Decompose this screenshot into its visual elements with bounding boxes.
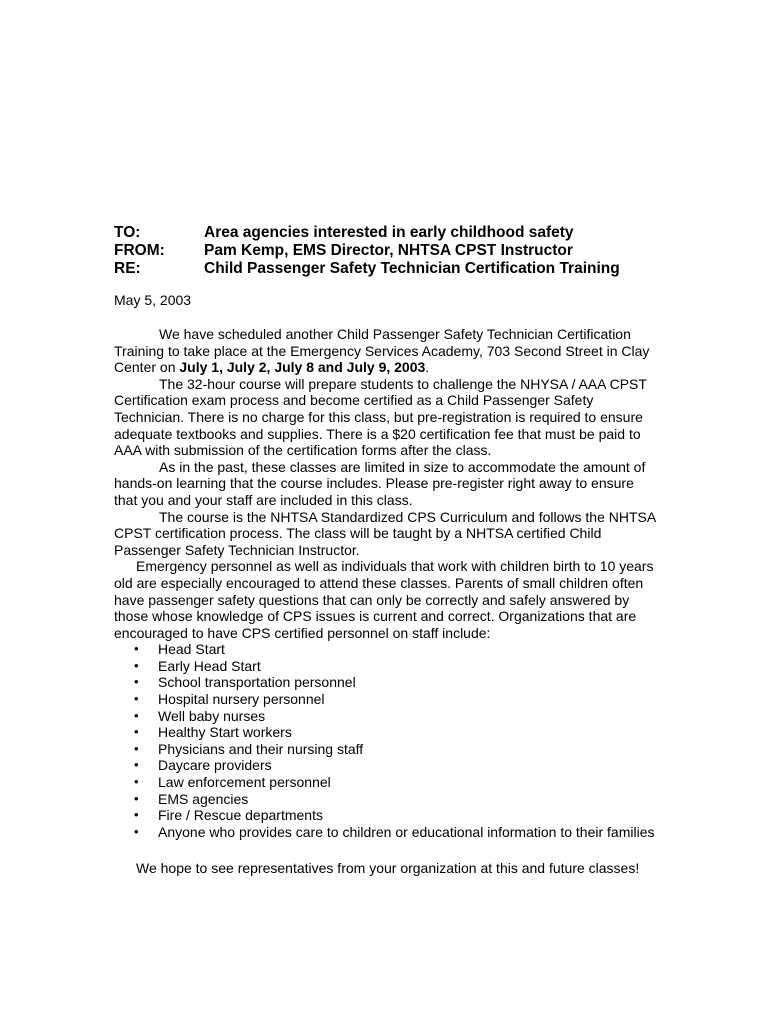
list-item	[114, 757, 659, 774]
list-item	[114, 724, 659, 741]
list-item-label: Early Head Start	[158, 657, 261, 674]
list-item	[114, 741, 659, 758]
paragraph-class-size: As in the past, these classes are limited in size to accommodate the amount of hands-on learning that the course includes. Please pre-register right away to ensure that you and your staff are included in this class.	[114, 458, 646, 508]
list-item	[114, 674, 659, 691]
paragraph-audience: Emergency personnel as well as individuals that work with children birth to 10 years old are especially encouraged to attend these classes. Parents of small children often have passenger safety questions that can only be correctly and safely answered by those whose knowledge of CPS issues is current and correct. Organizations that are encouraged to have CPS certified personnel on staff include:	[114, 558, 654, 641]
list-item-label: Hospital nursery personnel	[158, 691, 325, 708]
class-dates: July 1, July 2, July 8 and July 9, 2003	[179, 359, 426, 376]
list-item-label: Daycare providers	[158, 757, 272, 774]
bullet-icon: •	[134, 724, 139, 740]
bullet-icon: •	[134, 774, 139, 790]
list-item-label: Well baby nurses	[158, 707, 266, 724]
list-item-label: Law enforcement personnel	[158, 774, 331, 791]
paragraph-schedule	[114, 326, 659, 376]
list-item-label: School transportation personnel	[158, 674, 356, 691]
paragraph-curriculum: The course is the NHTSA Standardized CPS Curriculum and follows the NHTSA CPST certification process. The class will be taught by a NHTSA certified Child Passenger Safety Technician Instructor.	[114, 508, 656, 558]
bullet-icon: •	[134, 674, 139, 690]
list-item-label: Physicians and their nursing staff	[158, 740, 364, 757]
list-item-label: Healthy Start workers	[158, 724, 292, 741]
list-item	[114, 708, 659, 725]
list-item	[114, 807, 659, 824]
bullet-icon: •	[134, 641, 139, 657]
memo-header	[114, 224, 674, 278]
organization-list	[114, 641, 659, 840]
list-item	[114, 791, 659, 808]
list-item	[114, 774, 659, 791]
bullet-icon: •	[134, 657, 139, 673]
list-item	[114, 691, 659, 708]
memo-re-value: Child Passenger Safety Technician Certification Training	[204, 260, 620, 277]
list-item-label: EMS agencies	[158, 790, 249, 807]
bullet-icon: •	[134, 790, 139, 806]
memo-body	[114, 326, 659, 840]
memo-to-value: Area agencies interested in early childhood safety	[204, 224, 574, 241]
memo-re-row	[114, 260, 674, 278]
closing-sentence: We hope to see representatives from your organization at this and future classes!	[136, 860, 640, 876]
bullet-icon: •	[134, 707, 139, 723]
memo-date: May 5, 2003	[114, 292, 192, 308]
memo-from-label: FROM:	[114, 242, 165, 259]
bullet-icon: •	[134, 691, 139, 707]
list-item-label: Fire / Rescue departments	[158, 807, 323, 824]
memo-from-value: Pam Kemp, EMS Director, NHTSA CPST Instructor	[204, 242, 573, 259]
memo-from-row	[114, 242, 674, 260]
memo-re-label: RE:	[114, 260, 141, 277]
list-item	[114, 641, 659, 658]
memo-to-row	[114, 224, 674, 242]
list-item	[114, 658, 659, 675]
bullet-icon: •	[134, 823, 139, 839]
paragraph-course: The 32-hour course will prepare students to challenge the NHYSA / AAA CPST Certification exam process and become certified as a Child Passenger Safety Technician. There is no charge for this class, but pre-registration is required to ensure adequate textbooks and supplies. There is a $20 certification fee that must be paid to AAA with submission of the certification forms after the class.	[114, 375, 647, 459]
memo-to-label: TO:	[114, 224, 141, 241]
list-item-label: Head Start	[158, 641, 225, 658]
bullet-icon: •	[134, 757, 139, 773]
list-item-label: Anyone who provides care to children or educational information to their families	[158, 823, 655, 840]
list-item	[114, 824, 659, 841]
bullet-icon: •	[134, 740, 139, 756]
bullet-icon: •	[134, 807, 139, 823]
paragraph-schedule-text: We have scheduled another Child Passenger Safety Technician Certification Training to take place at the Emergency Services Academy, 703 Second Street in Clay Center on	[114, 326, 650, 376]
paragraph-schedule-end: .	[425, 359, 430, 376]
